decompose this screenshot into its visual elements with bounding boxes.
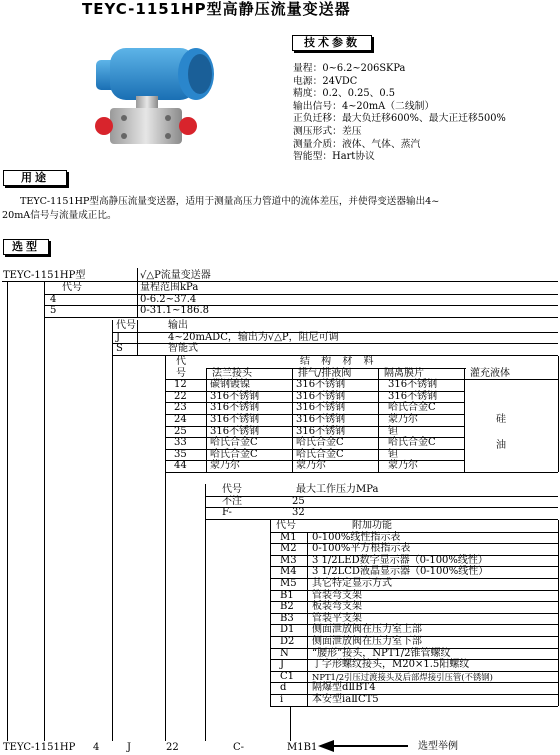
extra-value: 侧面泄放阀在压力室下部: [312, 636, 422, 647]
material-group-header: 结 构 材 料: [300, 356, 378, 367]
output-value: 4~20mADC，输出为√△P，阻尼可调: [168, 331, 339, 343]
material-column-header: 排气/排液阀: [298, 367, 352, 379]
usage-text-line-1: TEYC-1151HP型高静压流量变送器，适用于测量高压力管道中的流体差压，并使得变送器输出4~: [20, 196, 440, 207]
extra-code: i: [280, 694, 284, 705]
material-vent: 316不锈钢: [296, 425, 346, 437]
extra-value: “腰形”接头，NPT1/2锥管螺纹: [312, 647, 451, 659]
extra-value: 0-100%平方根指示表: [312, 543, 411, 555]
spec-line: 正负迁移：最大负迁移600%、最大正迁移500%: [293, 113, 506, 125]
example-part: M1B1: [287, 742, 318, 753]
extra-value: 其它特定显示方式: [312, 578, 392, 589]
fill-liquid: 油: [496, 439, 506, 451]
range-code: 5: [50, 305, 57, 317]
material-flange: 哈氏合金C: [210, 437, 258, 449]
material-diaphragm: 钽: [388, 448, 398, 460]
material-code-header: 号: [176, 367, 186, 379]
range-code-header: 代号: [62, 282, 82, 293]
material-vent: 316不锈钢: [296, 390, 346, 402]
output-code: J: [116, 331, 121, 343]
selection-badge: 选型: [3, 239, 49, 255]
spec-line: 测压形式：差压: [293, 126, 362, 137]
material-diaphragm: 哈氏合金C: [388, 402, 436, 414]
model-desc: √△P流量变送器: [140, 270, 211, 281]
extra-code: J: [280, 659, 285, 671]
rule-line: [137, 268, 138, 282]
material-column-header: 法兰接头: [212, 367, 252, 379]
example-label: 选型举例: [418, 741, 458, 752]
example-part: 22: [166, 742, 179, 753]
material-diaphragm: 哈氏合金C: [388, 437, 436, 449]
material-code: 12: [174, 379, 187, 391]
output-name-header: 输出: [168, 320, 188, 331]
material-column-header: 灌充液体: [470, 367, 510, 379]
extra-value: 隔爆型dⅡBT4: [312, 682, 376, 694]
extra-code: M3: [280, 554, 297, 566]
material-flange: 316不锈钢: [210, 414, 260, 425]
example-part: C-: [233, 742, 245, 753]
material-vent: 蒙乃尔: [296, 460, 326, 472]
extra-value: 管装弯支架: [312, 589, 362, 601]
material-flange: 蒙乃尔: [210, 460, 240, 472]
extra-value: 丁字形螺纹接头，M20×1.5阳螺纹: [312, 659, 470, 671]
rule-line: [292, 368, 293, 472]
rule-line: [558, 520, 559, 706]
connector-extra: [290, 706, 291, 741]
rule-line: [206, 368, 466, 369]
material-vent: 哈氏合金C: [296, 437, 344, 449]
material-code-header: 代: [176, 356, 186, 367]
rule-line: [137, 320, 138, 355]
connector-pressure: [205, 519, 206, 741]
rule-line: [205, 484, 206, 519]
extra-code: B2: [280, 601, 294, 613]
material-vent: 316不锈钢: [296, 379, 346, 391]
extra-code: B3: [280, 612, 294, 624]
extra-code: M4: [280, 566, 297, 578]
rule-line: [44, 294, 558, 295]
pressure-code: F-: [222, 507, 232, 519]
rule-line: [206, 368, 207, 472]
material-diaphragm: 钽: [388, 425, 398, 437]
connector-material: [165, 472, 166, 741]
range-name-header: 量程范围kPa: [140, 282, 199, 293]
rule-line: [44, 305, 558, 306]
pressure-value: 32: [292, 507, 305, 519]
spec-line: 测量介质：液体、气体、蒸汽: [293, 138, 421, 150]
rule-line: [44, 282, 45, 317]
extra-code: M1: [280, 531, 297, 543]
range-value: 0-6.2~37.4: [140, 293, 197, 305]
connector-output: [112, 355, 113, 741]
rule-line: [137, 282, 138, 317]
rule-line: [112, 320, 113, 355]
model-underline: [2, 281, 558, 282]
extra-value: 3 1/2LCD液晶显示器（0-100%线性）: [312, 566, 489, 578]
material-code: 25: [174, 425, 187, 437]
rule-line: [205, 507, 558, 508]
material-code: 24: [174, 414, 187, 425]
connector-model: [7, 281, 8, 741]
rule-line: [205, 496, 558, 497]
extra-code: M5: [280, 578, 297, 589]
extra-code: C1: [280, 670, 295, 682]
material-diaphragm: 316不锈钢: [388, 379, 438, 391]
page-title: TEYC-1151HP型高静压流量变送器: [82, 0, 351, 18]
range-code: 4: [50, 293, 57, 305]
rule-line: [270, 706, 558, 707]
material-flange: 316不锈钢: [210, 390, 260, 402]
rule-line: [165, 472, 465, 473]
extra-value: NPT1/2引压过渡接头及后部焊接引压管(不锈钢): [312, 671, 493, 682]
extra-code: B1: [280, 589, 294, 601]
material-diaphragm: 蒙乃尔: [388, 460, 418, 472]
extra-code: D1: [280, 624, 295, 636]
material-code: 44: [174, 460, 187, 472]
pressure-name-header: 最大工作压力MPa: [296, 484, 379, 495]
usage-text-line-2: 20mA信号与流量成正比。: [2, 210, 117, 221]
example-part: J: [127, 742, 132, 753]
material-flange: 哈氏合金C: [210, 448, 258, 460]
spec-line: 精度：0.2、0.25、0.5: [293, 88, 395, 100]
transmitter-image: [88, 34, 268, 152]
material-vent: 316不锈钢: [296, 402, 346, 414]
material-code: 35: [174, 448, 187, 460]
extra-value: 侧面泄放阀在压力室上部: [312, 624, 422, 636]
spec-line: 输出信号：4~20mA（二线制）: [293, 100, 435, 112]
material-diaphragm: 蒙乃尔: [388, 414, 418, 425]
material-code: 22: [174, 390, 187, 402]
extra-code: d: [280, 682, 287, 694]
extra-value: 3 1/2LED数字显示器（0-100%线性）: [312, 554, 488, 566]
material-flange: 316不锈钢: [210, 425, 260, 437]
extra-code: D2: [280, 636, 295, 647]
spec-line: 量程：0~6.2~206SKPa: [293, 63, 406, 74]
rule-line: [558, 356, 559, 472]
extra-value: 管装平支架: [312, 612, 362, 624]
rule-line: [378, 368, 379, 472]
spec-line: 智能型：Hart协议: [293, 151, 375, 163]
pressure-code-header: 代号: [222, 484, 242, 495]
example-part: 4: [93, 742, 100, 753]
material-flange: 316不锈钢: [210, 402, 260, 414]
extra-code: N: [280, 647, 289, 659]
usage-badge: 用途: [3, 170, 67, 186]
output-value: 智能式: [168, 343, 198, 355]
material-diaphragm: 316不锈钢: [388, 390, 438, 402]
rule-line: [165, 356, 166, 472]
rule-line: [270, 520, 271, 706]
extra-value: 0-100%线性指示表: [312, 531, 401, 543]
extra-value: 本安型iaⅡCT5: [312, 694, 379, 705]
pressure-value: 25: [292, 495, 305, 507]
fill-liquid: 硅: [496, 414, 506, 425]
range-value: 0-31.1~186.8: [140, 305, 210, 317]
extra-name-header: 附加功能: [352, 520, 392, 531]
model-label: TEYC-1151HP型: [3, 270, 86, 281]
extra-code-header: 代号: [276, 520, 296, 531]
material-flange: 碳钢镀镍: [210, 379, 250, 391]
rule-line: [44, 317, 558, 318]
material-code: 23: [174, 402, 187, 414]
extra-value: 板装弯支架: [312, 601, 362, 613]
spec-line: 电源：24VDC: [293, 75, 358, 87]
rule-line: [464, 472, 558, 473]
material-column-header: 隔离膜片: [384, 367, 424, 379]
arrow-left-icon: [318, 739, 410, 753]
output-code: S: [116, 343, 123, 355]
pressure-code: 不注: [222, 495, 242, 507]
material-vent: 316不锈钢: [296, 414, 346, 425]
extra-code: M2: [280, 543, 297, 555]
connector-range: [44, 317, 45, 741]
example-part: TEYC-1151HP: [3, 742, 76, 753]
rule-line: [464, 368, 465, 472]
specs-badge: 技术参数: [292, 35, 372, 51]
rule-line: [307, 532, 308, 706]
output-code-header: 代号: [116, 320, 136, 331]
material-code: 33: [174, 437, 187, 449]
material-vent: 哈氏合金C: [296, 448, 344, 460]
